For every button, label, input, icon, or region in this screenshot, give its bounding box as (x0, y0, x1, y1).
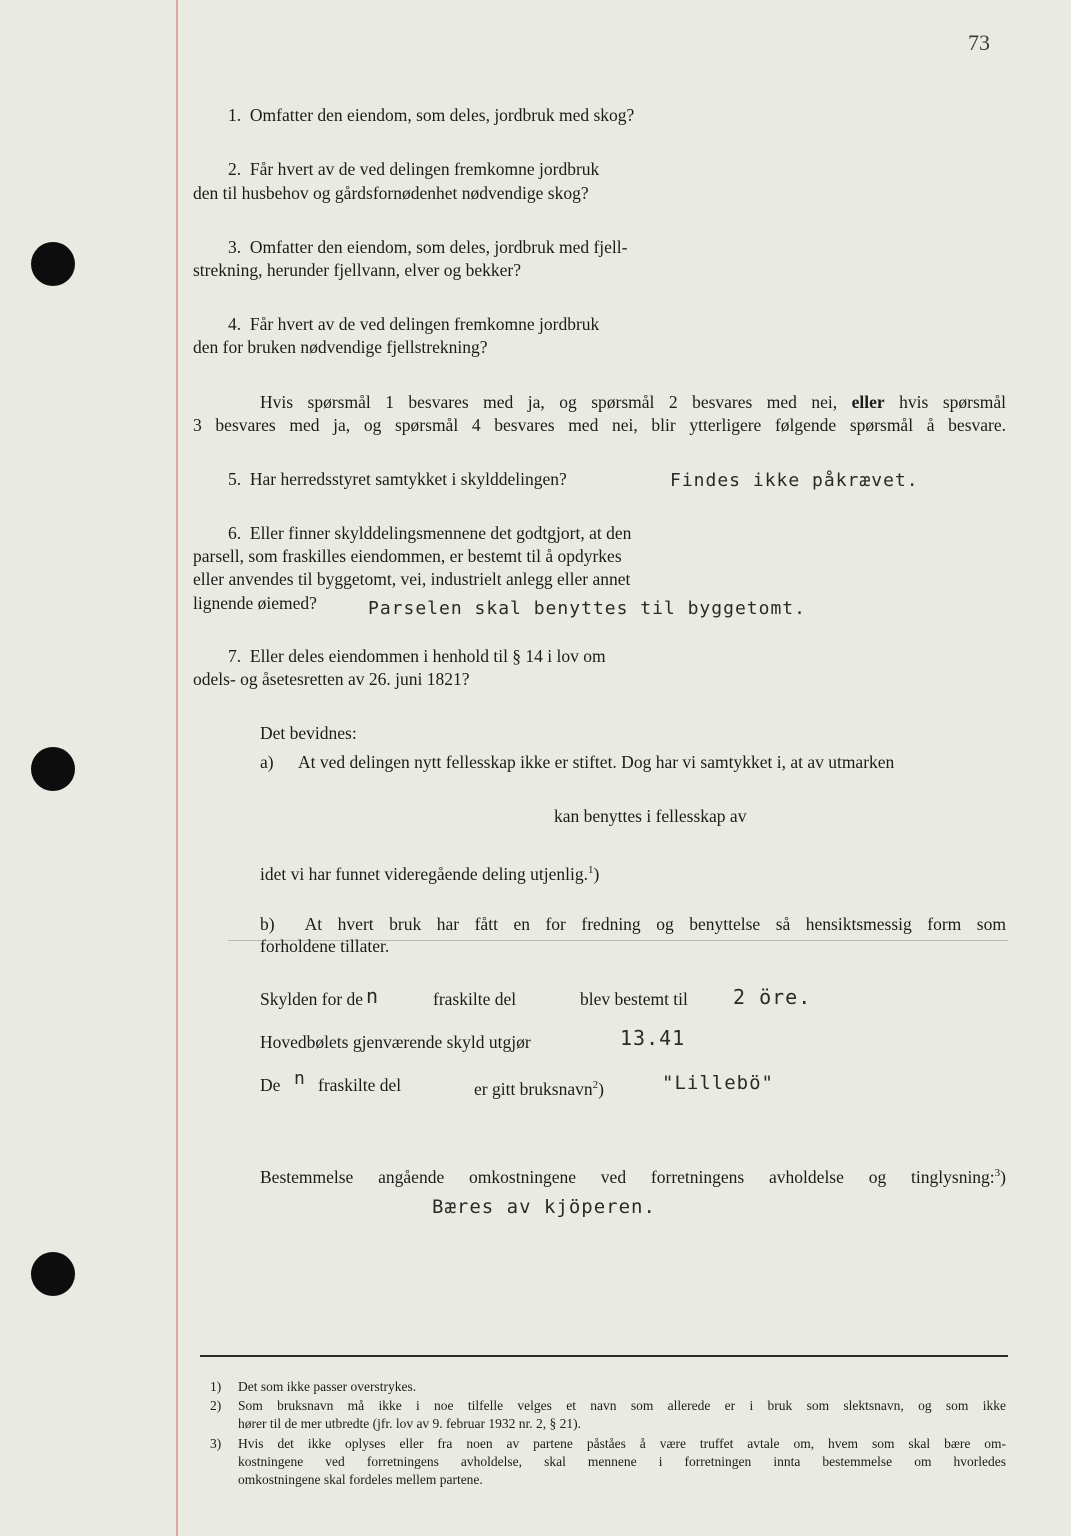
conditional-line-2: 3 besvares med ja, og spørsmål 4 besvares med nei, blir ytterligere følgende spørsmål å besvare. (193, 415, 1006, 435)
footnote-rule (200, 1355, 1008, 1357)
costs-label: Bestemmelse angående omkostningene ved forretningens avholdelse og tinglysning:$^3$) (260, 1166, 1006, 1187)
footnote-3-text: Hvis det ikke oplyses eller fra noen av partene påståes å være truffet avtale om, hvem som skal bære om- kostningene ved forretningens avholdelse, skal mennene i forretningen innta bestemmelse om hvorledes omkostningene skal fordeles mellem partene. (238, 1436, 1006, 1487)
footnote-2-text: Som bruksnavn må ikke i noe tilfelle velges et navn som allerede er i bruk som slektsnavn, og som ikke hører til de mer utbredte (jfr. lov av 9. februar 1932 nr. 2, § 21). (238, 1398, 1006, 1431)
question-6-answer: Parselen skal benyttes til byggetomt. (368, 598, 806, 619)
footnote-1-number: 1) (210, 1379, 222, 1394)
skyld-value: 2 öre. (733, 985, 812, 1009)
question-2-line-2: den til husbehov og gårdsfornødenhet nødvendige skog? (193, 183, 589, 203)
certify-a-text: At ved delingen nytt fellesskap ikke er stiftet. Dog har vi samtykket i, at av utmarken (298, 752, 895, 772)
question-6-line-4: lignende øiemed? (193, 593, 317, 613)
certify-a-label: a) (260, 752, 274, 772)
certify-b-line-1: b) At hvert bruk har fått en for fredning og benyttelse så hensiktsmessig form som (260, 914, 1006, 934)
costs-answer: Bæres av kjöperen. (432, 1196, 656, 1218)
bruksnavn-fill-n: n (294, 1068, 306, 1089)
bruksnavn-label-b: fraskilte del (318, 1075, 402, 1095)
certify-b-line-2: forholdene tillater. (260, 936, 390, 956)
skyld-label-b: fraskilte del (433, 989, 517, 1009)
footnote-3-number: 3) (210, 1436, 222, 1451)
skyld-label-c: blev bestemt til (580, 989, 688, 1009)
page-number: 73 (968, 30, 990, 55)
skyld-label-a: Skylden for de (260, 989, 364, 1009)
question-2-line-1: 2. Får hvert av de ved delingen fremkomne jordbruk (228, 159, 600, 179)
question-7-line-2: odels- og åsetesretten av 26. juni 1821? (193, 669, 470, 689)
footnotes (0, 1378, 1071, 1498)
question-6-line-3: eller anvendes til byggetomt, vei, industrielt anlegg eller annet (193, 569, 631, 589)
bruksnavn-label-a: De (260, 1075, 281, 1095)
footnote-1-text: Det som ikke passer overstrykes. (238, 1379, 417, 1394)
bruksnavn-label-c: er gitt bruksnavn$^2$) (474, 1078, 604, 1099)
binder-hole-top (31, 242, 75, 286)
certify-heading: Det bevidnes: (260, 723, 357, 743)
bruksnavn-value: "Lillebö" (662, 1072, 774, 1094)
hovedbol-label: Hovedbølets gjenværende skyld utgjør (260, 1032, 531, 1052)
binder-hole-middle (31, 747, 75, 791)
question-3-line-2: strekning, herunder fjellvann, elver og bekker? (193, 260, 521, 280)
binder-hole-bottom (31, 1252, 75, 1296)
margin-line (176, 0, 178, 1536)
question-5-answer: Findes ikke påkrævet. (670, 470, 919, 491)
question-3-line-1: 3. Omfatter den eiendom, som deles, jordbruk med fjell- (228, 237, 628, 257)
question-4-line-2: den for bruken nødvendige fjellstrekning? (193, 337, 488, 357)
certify-a-mid: kan benyttes i fellesskap av (554, 806, 747, 826)
skyld-fill-n: n (366, 984, 380, 1008)
question-6-line-1: 6. Eller finner skylddelingsmennene det godtgjort, at den (228, 523, 632, 543)
footnote-2-number: 2) (210, 1398, 222, 1413)
question-5: 5. Har herredsstyret samtykket i skylddelingen? (228, 469, 567, 489)
question-4-line-1: 4. Får hvert av de ved delingen fremkomne jordbruk (228, 314, 600, 334)
question-7-line-1: 7. Eller deles eiendommen i henhold til § 14 i lov om (228, 646, 606, 666)
question-1: 1. Omfatter den eiendom, som deles, jordbruk med skog? (228, 105, 635, 125)
hovedbol-value: 13.41 (620, 1026, 686, 1050)
certify-a-end: idet vi har funnet videregående deling utjenlig.$^1$) (260, 863, 600, 884)
question-6-line-2: parsell, som fraskilles eiendommen, er bestemt til å opdyrkes (193, 546, 622, 566)
conditional-line-1: Hvis spørsmål 1 besvares med ja, og spørsmål 2 besvares med nei, eller hvis spørsmål (260, 392, 1007, 412)
